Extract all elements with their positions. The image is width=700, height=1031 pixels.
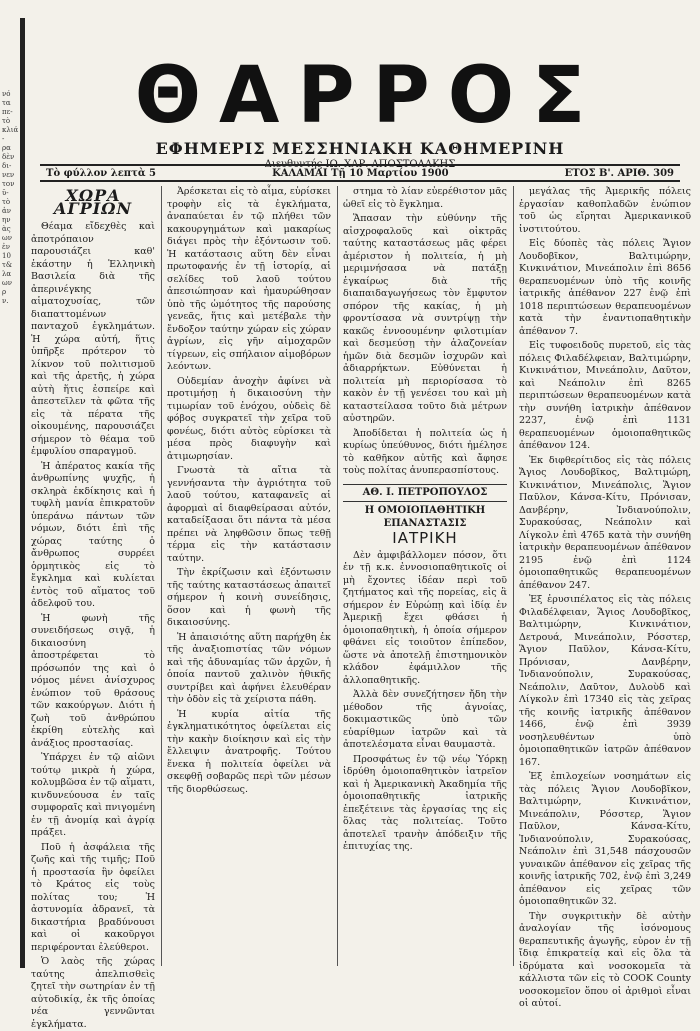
strip-fragment: ων <box>2 234 12 242</box>
paragraph: Εἰς τυφοειδοῦς πυρετοῦ, εἰς τὰς πόλεις Φιλαδέλφειαν, Βαλτιμώρην, Κινκινάτιον, Μινεάπολιν, Δαῦτον, καὶ Νεάπολιν ἐπὶ 8265 περιπτώσεων θεραπευομένων κατὰ τὴν συνήθη ἰατρικὴν ἀπέθανον 2237, ἐνῷ ἐπὶ 1131 θεραπευομένων ὁμοιοπαθητικῶς ἀπέθανον 124. <box>519 340 691 451</box>
paragraph: μεγάλας τῆς Ἀμερικῆς πόλεις ἐργασίαν καθοπλαδῶν ἐνώπιον τοῦ ὡς εἴρηται Ἀμερικανικοῦ ἰνστιτούτου. <box>519 186 691 235</box>
newspaper-subtitle: ΕΦΗΜΕΡΙΣ ΜΕΣΣΗΝΙΑΚΗ ΚΑΘΗΜΕΡΙΝΗ <box>155 139 565 158</box>
strip-fragment: ρ <box>2 288 7 296</box>
section-rubric: Η ΟΜΟΙΟΠΑΘΗΤΙΚΗ ΕΠΑΝΑΣΤΑΣΙΣ <box>364 505 486 529</box>
paragraph: Γνωστὰ τὰ αἴτια τὰ γεννήσαντα τὴν ἀγριότητα τοῦ λαοῦ τούτου, καταφανεῖς αἱ ἀφορμαὶ αἱ διαφθείρασαι αὐτόν, καταδείξασαι ὅτι πάντα τὰ μέσα πρέπει νὰ ληφθῶσιν ὅπως τεθῇ τέρμα εἰς τὴν κατάστασιν ταύτην. <box>167 465 331 564</box>
strip-fragment: 10 <box>2 252 11 260</box>
strip-fragment: ρα <box>2 144 11 152</box>
strip-fragment: δὲν <box>2 153 15 161</box>
paragraph: Εἰς δύοπὲς τὰς πόλεις Ἄγιον Λουδοβῖκον, Βαλτιμώρην, Κινκινάτιον, Μινεάπολιν ἐπὶ 8656 θεραπευομένων ὑπὸ τῆς κοινῆς ἰατρικῆς ἀπέθανον 227 ἐνῷ ἐπὶ 1018 περιπτώσεων θεραπευομένων κατὰ τὴν ἐναντιοπαθητικὴν ἀπέθανον 7. <box>519 238 691 337</box>
column-divider <box>161 186 162 966</box>
issue-price: Τὸ φύλλον λεπτὰ 5 <box>46 167 156 179</box>
dateline-bar <box>40 164 680 182</box>
column-1 <box>28 186 158 1030</box>
director-line: Διευθυντής ΙΩ. ΧΑΡ. ΑΠΟΣΤΟΛΑΚΗΣ <box>264 159 456 170</box>
strip-fragment: ην <box>2 216 11 224</box>
strip-fragment: λα <box>2 270 12 278</box>
strip-fragment: ῦ- <box>2 189 9 197</box>
paragraph: Ἡ κυρία αἰτία τῆς ἐγκληματικότητος ὀφείλεται εἰς τὴν κακὴν διοίκησιν καὶ εἰς τὴν ἔλλειψιν ἀνατροφῆς. Τούτου ἕνεκα ἡ πολιτεία ὀφείλει νὰ σκεφθῇ σοβαρῶς περὶ τῶν μέσων τῆς διορθώσεως. <box>167 708 331 795</box>
paragraph: Ἅπασαν τὴν εὐθύνην τῆς αἰσχροφαλοῦς καὶ οἰκτρᾶς ταύτης καταστάσεως μᾶς φέρει ἀμέριστον ἡ πολιτεία, ἡ μὴ μεριμνήσασα νὰ πατάξῃ ἐγκαίρως διὰ τῆς διαπαιδαγωγήσεως τὸν ἔμφυτον σπόρον τῆς κακίας, ἡ μὴ φροντίσασα νὰ συντρίψῃ τὴν κακῶς ἐννοουμένην φιλοτιμίαν καὶ δεσμεύσῃ τὴν ἀλαζονείαν ἡμῶν διὰ δεσμῶν ἰσχυρῶν καὶ ἀδιαρρήκτων. Εὐθύνεται ἡ πολιτεία μὴ περιορίσασα τὸ κακὸν ἐν τῇ γενέσει του καὶ μὴ καταστείλασα τοῦτο διὰ μέτρων αὐστηρῶν. <box>343 213 507 424</box>
strip-fragment: τ& <box>2 261 13 269</box>
strip-fragment: τα <box>2 99 11 107</box>
column-divider <box>337 186 338 966</box>
strip-fragment: δι- <box>2 162 12 170</box>
strip-fragment: τον <box>2 180 15 188</box>
newspaper-title: ΘΑΡΡΟΣ <box>134 51 604 141</box>
section-title: ΙΑΤΡΙΚΗ <box>392 529 458 547</box>
paragraph: Ὁ λαὸς τῆς χώρας ταύτης ἀπελπισθεὶς ζητεῖ τὴν σωτηρίαν ἐν τῇ αὐτοδικίᾳ, ἐκ τῆς ὁποίας νέα γεννῶνται ἐγκλήματα. <box>31 956 155 1030</box>
paragraph: Τὴν ἐκρίζωσιν καὶ ἐξόντωσιν τῆς ταύτης καταστάσεως ἀπαιτεῖ σήμερον ἡ κοινὴ συνείδησις, ὅσον καὶ ἡ φωνὴ τῆς δικαιοσύνης. <box>167 567 331 628</box>
strip-fragment: τὸ <box>2 117 11 125</box>
column-divider <box>513 186 514 966</box>
strip-fragment: τὸ <box>2 198 11 206</box>
column-4 <box>516 186 694 1009</box>
paragraph: Προσφάτως ἐν τῷ νέῳ Ὑόρκῃ ἱδρύθη ὁμοιοπαθητικὸν ἰατρεῖον καὶ ἡ Ἀμερικανικὴ Ἀκαδημία τῆς ὁμοιοπαθητικῆς ἰατρικῆς ἐπεξέτεινε τὰς ἐργασίας της εἰς ὅλας τὰς πολιτείας. Τοῦτο ἀποτελεῖ τρανὴν ἀπόδειξιν τῆς ἐπιτυχίας της. <box>343 753 507 852</box>
strip-fragment: νεν <box>2 171 15 179</box>
strip-fragment: κλιά- <box>2 126 19 143</box>
strip-fragment: νό <box>2 90 11 98</box>
paragraph: Ἐκ διφθερίτιδος εἰς τὰς πόλεις Ἄγιος Λουδοβῖκος, Βαλτιμώρη, Κινκινάτιον, Μινεάπολις, Ἅγιον Παῦλον, Κάνσα-Κίτυ, Πρόνισαν, Δανβέρην, Ἰνδιανούπολιν, Συρακούσας, Νεάπολιν καὶ Λίγκολν ἐπὶ 4765 κατὰ τὴν συνήθη ἰατρικὴν θεραπευομένων ἀπέθανον 2195 ἐνῷ ἐπὶ 1124 ὁμοιοπαθητικῶς θεραπευομένων ἀπέθανον 247. <box>519 454 691 591</box>
paragraph: Ἀρέσκεται εἰς τὸ αἷμα, εὑρίσκει τροφὴν εἰς τὰ ἐγκλήματα, ἀναπαύεται ἐν τῷ πλήθει τῶν κακουργημάτων καὶ μακαρίως διάγει πρὸς τὴν ἐξόντωσιν τοῦ. Ἡ κατάστασις αὕτη δὲν εἶναι πρωτοφανής ἐν τῇ ἱστορίᾳ, αἱ σελίδες τοῦ λαοῦ τούτου ἀπεσιώπησαν καὶ ἠμαυρώθησαν ὑπὸ τῆς ὠμότητος τῆς παρούσης γενεᾶς, ἥτις καὶ μετέβαλε τὴν ἔνδοξον ταύτην χώραν εἰς χώραν ἀγρίων, εἰς γῆν αἱμοχαρῶν τίγρεων, εἰς σπήλαιον αἱμοβόρων λεόντων. <box>167 186 331 372</box>
article-columns <box>28 186 694 1030</box>
masthead <box>40 51 680 170</box>
strip-fragment: ν. <box>2 297 9 305</box>
paragraph: Ἀλλὰ δὲν συνεζήτησεν ἤδη τὴν μέθοδον τῆς ἀγνοίας, δοκιμαστικῶς ὑπὸ τῶν εὐαρίθμων ἰατρῶν καὶ τὰ ἀποτελέσματα εἶναι θαυμαστὰ. <box>343 689 507 750</box>
paragraph: Ἐξ ἐρυσιπέλατος εἰς τὰς πόλεις Φιλαδέλφειαν, Ἅγιος Λουδοβῖκος, Βαλτιμώρην, Κινκινάτιον, Δετρουά, Μινεάπολιν, Ρόσστερ, Ἅγιον Παῦλον, Κάνσα-Κίτυ, Πρόνισαν, Δανβέρην, Ἰνδιανούπολιν, Συρακούσας, Νεάπολιν, Δαῦτον, Δυλοὺδ καὶ Λίγκολν ἐπὶ 17340 εἰς τὰς χεῖρας τῆς κοινῆς ἰατρικῆς ἀπέθανον 1466, ἐνῷ ἐπὶ 3939 νοσηλευθέντων ὑπὸ ὁμοιοπαθητικῶν ἰατρῶν ἀπέθανον 167. <box>519 594 691 768</box>
column-2 <box>164 186 334 966</box>
paragraph: Ἀποδίδεται ἡ πολιτεία ὡς ἡ κυρίως ὑπεύθυνος, διότι ἠμέλησε τὸ καθῆκον αὐτῆς καὶ ἄφησε τοὺς πολίτας ἀνυπερασπίστους. <box>343 427 507 476</box>
paragraph: Ποῦ ἡ ἀσφάλεια τῆς ζωῆς καὶ τῆς τιμῆς; Ποῦ ἡ προστασία ἣν ὀφείλει τὸ Κράτος εἰς τοὺς πολίτας του; Ἡ ἀστυνομία ἀδρανεῖ, τὰ δικαστήρια βραδύνουσι καὶ οἱ κακοῦργοι περιφέρονται ἐλεύθεροι. <box>31 841 155 953</box>
paragraph: Ἐξ ἐπιλοχείων νοσημάτων εἰς τὰς πόλεις Ἅγιον Λουδοβῖκον, Βαλτιμώρην, Κινκινάτιον, Μινεάπολιν, Ρόσστερ, Ἅγιον Παῦλον, Κάνσα-Κίτυ, Ἰνδιανούπολιν, Συρακούσας, Νεάπολιν ἐπὶ 31,548 πάσχουσῶν γυναικῶν ἀπέθανον εἰς χεῖρας τῆς κοινῆς ἰατρικῆς 702, ἐνῷ ἐπὶ 3,249 ἀπέθανον εἰς χεῖρας τῶν ὁμοιοπαθητικῶν 32. <box>519 771 691 907</box>
paragraph: στημα τὸ λίαν εὐερέθιστον μᾶς ὠθεῖ εἰς τὸ ἔγκλημα. <box>343 186 507 210</box>
paragraph: Τὴν συγκριτικὴν δὲ αὐτὴν ἀναλογίαν τῆς ἰσόνομους θεραπευτικῆς ἀγωγῆς, εὑρον ἐν τῇ ἴδιᾳ ἐπικρατείᾳ καὶ εἰς ὅλα τὰ ἰδρύματα καὶ νοσοκομεῖα τὰ κάλλιστα τῶν εἰς τὸ COOK County νοσοκομεῖον ὅπου οἱ ἀριθμοὶ εἶναι οἱ αὐτοί. <box>519 910 691 1009</box>
article-body <box>31 221 155 1031</box>
strip-fragment: ἐν <box>2 243 11 251</box>
strip-fragment: πε- <box>2 108 13 116</box>
paragraph: Δὲν ἀμφιβάλλομεν πόσον, ὅτι ἐν τῇ κ.κ. ἐννοσιοπαθητικοῖς οἱ μὴ ἔχοντες ἰδέαν περὶ τοῦ ζητήματος καὶ τῆς πορείας, εἰς ἃ σήμερον ἐν Εὐρώπῃ καὶ ἰδίᾳ ἐν Ἀμερικῇ ἔχει φθάσει ἡ ὁμοιοπαθητικὴ, ἡ ὁποία σήμερον φθάνει εἰς τοιοῦτον ἐπίπεδον, ὥστε νὰ ἀποτελῇ ἐπιστημονικὸν κλάδον ἐφάμιλλον τῆς ἀλλοπαθητικῆς. <box>343 549 507 686</box>
strip-fragment: ἀν <box>2 207 11 215</box>
strip-fragment: ων <box>2 279 12 287</box>
place-date: ΚΑΛΑΜΑΙ Τῇ 10 Μαρτίου 1900 <box>272 167 449 179</box>
author-signature: ΑΘ. Ι. ΠΕΤΡΟΠΟΥΛΟΣ <box>343 484 507 503</box>
column-3 <box>340 186 510 966</box>
adjacent-page-fragment <box>2 90 20 650</box>
binding-rule <box>20 18 25 968</box>
paragraph: Ἡ ἀπαισιότης αὕτη παρήχθη ἐκ τῆς ἀναξιοπιστίας τῶν νόμων καὶ τῆς ἀδυναμίας τῶν ἀρχῶν, ἡ ὁποία παντοῦ χαλινὸν ἠθικῆς συντρίβει καὶ ἀφήνει ἐλευθέραν τὴν ὁδὸν εἰς τὰ χείριστα πάθη. <box>167 631 331 705</box>
paragraph: Θέαμα εἴδεχθὲς καὶ ἀποτρόπαιον παρουσιάζει καθ' ἑκάστην ἡ Ἑλληνικὴ Βασιλεία διὰ τῆς ἀπερινέγκης αἱματοχυσίας, τῶν διαπαττομένων πανταχοῦ ἐγκλημάτων. Ἡ χώρα αὐτή, ἥτις ὑπῆρξε πρότερον τὸ λίκνον τοῦ πολιτισμοῦ καὶ τῆς ἀρετῆς, ἡ χώρα αὐτὴ ἥτις ἐσπείρε καὶ ἀπεστεῖλεν τὰ φῶτα τῆς εἰς τὰ πέρατα τῆς οἰκουμένης, παρουσιάζει σήμερον τὸ θέαμα τοῦ ἐμφυλίου σπαραγμοῦ. <box>31 221 155 457</box>
paragraph: Ὑπάρχει ἐν τῷ αἰῶνι τούτῳ μικρὰ ἡ χώρα, κολυμβῶσα ἐν τῷ αἵματι, κινδυνεύουσα ἐν ταῖς συμφοραῖς καὶ πνιγομένη ἐν τῇ ἀνομίᾳ καὶ ἀγρίᾳ πράξει. <box>31 752 155 838</box>
paragraph: Ἡ ἀπέρατος κακία τῆς ἀνθρωπίνης ψυχῆς, ἡ σκληρὰ ἐκδίκησις καὶ ἡ τυφλὴ μανία ἐπικρατοῦν ὑπεράνω πάντων τῶν νόμων, διότι ἐπὶ τῆς χώρας ταύτης ὁ ἄνθρωπος συρρέει ὁρμητικὸς εἰς τὸ ἔγκλημα καὶ κυλίεται ἐντὸς τοῦ αἵματος τοῦ ἀδελφοῦ του. <box>31 460 155 609</box>
strip-fragment: ὰς <box>2 225 11 233</box>
issue-number: ΕΤΟΣ Β'. ΑΡΙΘ. 309 <box>564 167 674 179</box>
paragraph: Οὐδεμίαν ἀνοχὴν ἀφίνει νὰ προτιμήσῃ ἡ δικαιοσύνη τὴν τιμωρίαν τοῦ ἐνόχου, οὐδεὶς δὲ φόβος συγκρατεῖ τὴν χεῖρα τοῦ φονέως, διότι αὐτὸς εὑρίσκει τὰ μέσα πρὸς διαφυγὴν καὶ ἀτιμωρησίαν. <box>167 375 331 462</box>
paragraph: Ἡ φωνὴ τῆς συνειδήσεως σιγᾷ, ἡ δικαιοσύνη ἀποστρέφεται τὸ πρόσωπόν της καὶ ὁ νόμος μένει ἀνίσχυρος ἐνώπιον τοῦ θράσους τῶν κακούργων. Διότι ἡ ζωὴ τοῦ ἀνθρώπου ἐκρίθη εὐτελὴς καὶ ἀνάξιος προστασίας. <box>31 612 155 749</box>
article-headline: ΧΩΡΑ ΑΓΡΙΩΝ <box>53 186 133 218</box>
